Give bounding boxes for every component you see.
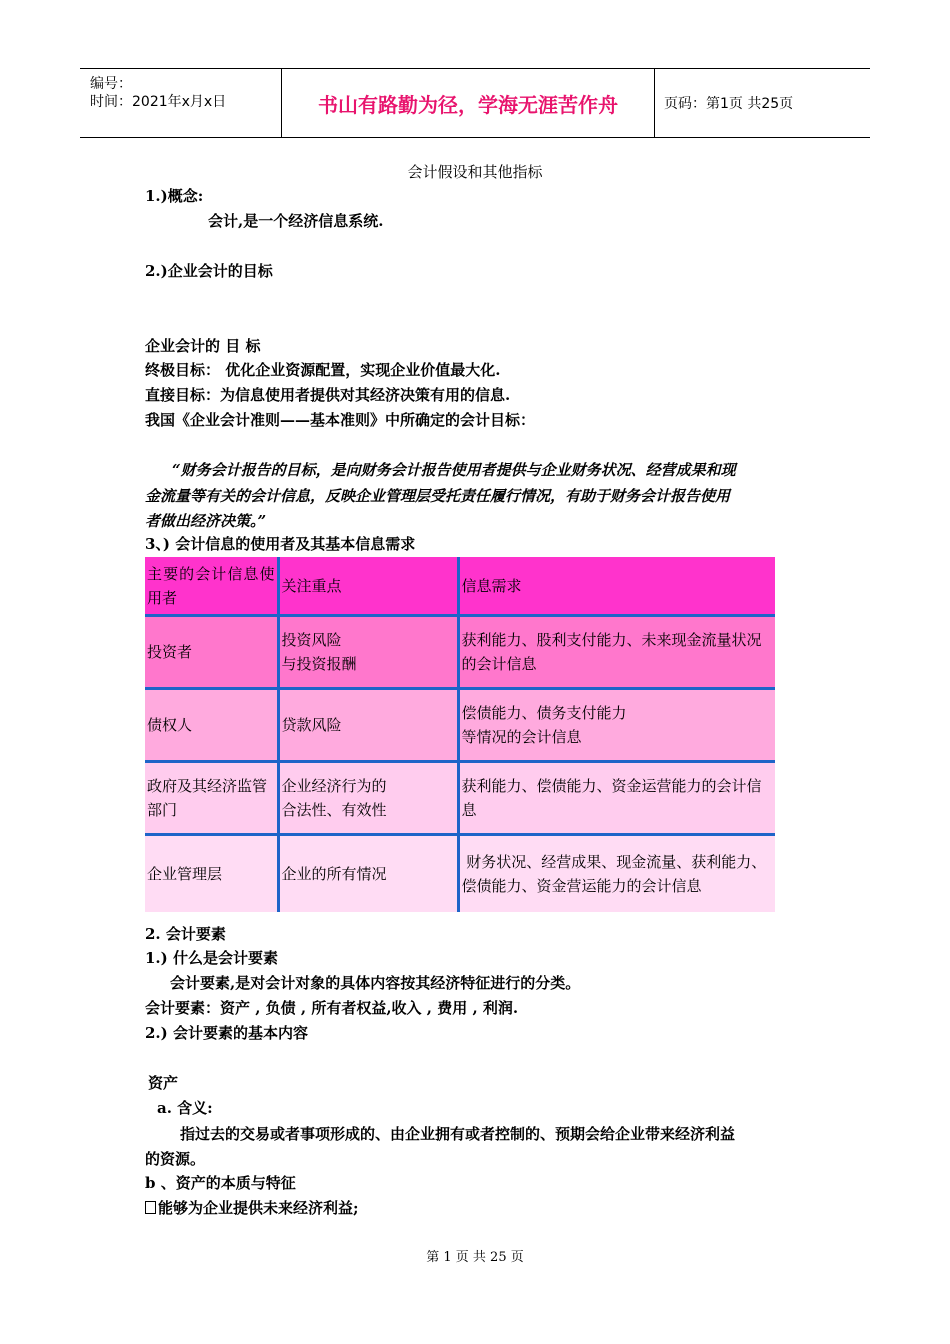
direct-goal: 直接目标：为信息使用者提供对其经济决策有用的信息. [145, 386, 511, 404]
checkbox-bullet-icon [145, 1201, 156, 1214]
elements-definition: 会计要素,是对会计对象的具体内容按其经济特征进行的分类。 [170, 974, 581, 992]
table-row [145, 762, 775, 835]
goal-title: 企业会计的 目 标 [145, 337, 261, 355]
date-label: 时间：2021年x月x日 [90, 94, 227, 110]
asset-heading: 资产 [148, 1074, 179, 1092]
elements-content-heading: 2.) 会计要素的基本内容 [145, 1024, 308, 1042]
header-page-label: 页码：第1页 共25页 [664, 96, 794, 112]
concept-heading: 1.)概念: [145, 187, 204, 205]
goal-heading: 2.)企业会计的目标 [145, 262, 273, 280]
page-footer: 第 1 页 共 25 页 [426, 1250, 524, 1265]
users-heading: 3、) 会计信息的使用者及其基本信息需求 [145, 535, 416, 553]
quote-line-1: “财务会计报告的目标，是向财务会计报告使用者提供与企业财务状况、经营成果和现 [172, 461, 736, 479]
table-cell: 企业管理层 [145, 835, 278, 913]
header-cell-focus: 关注重点 [278, 557, 458, 616]
table-row [145, 835, 775, 913]
header-meta [80, 69, 282, 137]
table-cell: 投资者 [145, 616, 278, 689]
table-cell: 获利能力、偿债能力、资金运营能力的会计信息 [458, 762, 775, 835]
page-header [80, 68, 870, 138]
table-cell: 贷款风险 [278, 689, 458, 762]
number-label: 编号： [90, 76, 132, 92]
elements-list: 会计要素：资产 , 负债 , 所有者权益,收入 , 费用 , 利润. [145, 999, 519, 1017]
asset-definition-line-1: 指过去的交易或者事项形成的、由企业拥有或者控制的、预期会给企业带来经济利益 [180, 1125, 736, 1143]
asset-feature-item [145, 1198, 359, 1218]
asset-nature-heading: b 、资产的本质与特征 [145, 1174, 296, 1192]
elements-what-heading: 1.) 什么是会计要素 [145, 949, 278, 967]
table-cell: 财务状况、经营成果、现金流量、获利能力、偿债能力、资金营运能力的会计信息 [458, 835, 775, 913]
asset-definition-line-2: 的资源。 [145, 1150, 206, 1168]
table-cell: 债权人 [145, 689, 278, 762]
table-cell: 偿债能力、债务支付能力 等情况的会计信息 [458, 689, 775, 762]
quote-line-2: 金流量等有关的会计信息，反映企业管理层受托责任履行情况，有助于财务会计报告使用 [145, 487, 731, 505]
concept-body: 会计,是一个经济信息系统. [208, 212, 384, 230]
header-cell-user: 主要的会计信息使用者 [145, 557, 278, 616]
header-motto: 书山有路勤为径，学海无涯苦作舟 [282, 69, 655, 137]
standard-goal-intro: 我国《企业会计准则——基本准则》中所确定的会计目标： [145, 411, 536, 429]
table-header-row [145, 557, 775, 616]
table-cell: 企业的所有情况 [278, 835, 458, 913]
table-cell: 投资风险 与投资报酬 [278, 616, 458, 689]
quote-line-3: 者做出经济决策。” [145, 512, 267, 530]
elements-heading: 2. 会计要素 [145, 925, 226, 943]
asset-feature-text: 能够为企业提供未来经济利益; [158, 1199, 359, 1217]
table-cell: 企业经济行为的 合法性、有效性 [278, 762, 458, 835]
table-cell: 获利能力、股利支付能力、未来现金流量状况的会计信息 [458, 616, 775, 689]
asset-meaning-heading: a. 含义: [157, 1099, 213, 1117]
table-cell: 政府及其经济监管部门 [145, 762, 278, 835]
header-cell-needs: 信息需求 [458, 557, 775, 616]
info-users-table [145, 557, 775, 912]
document-title: 会计假设和其他指标 [407, 163, 543, 181]
ultimate-goal: 终极目标： 优化企业资源配置，实现企业价值最大化. [145, 361, 501, 379]
table-row [145, 616, 775, 689]
table-row [145, 689, 775, 762]
